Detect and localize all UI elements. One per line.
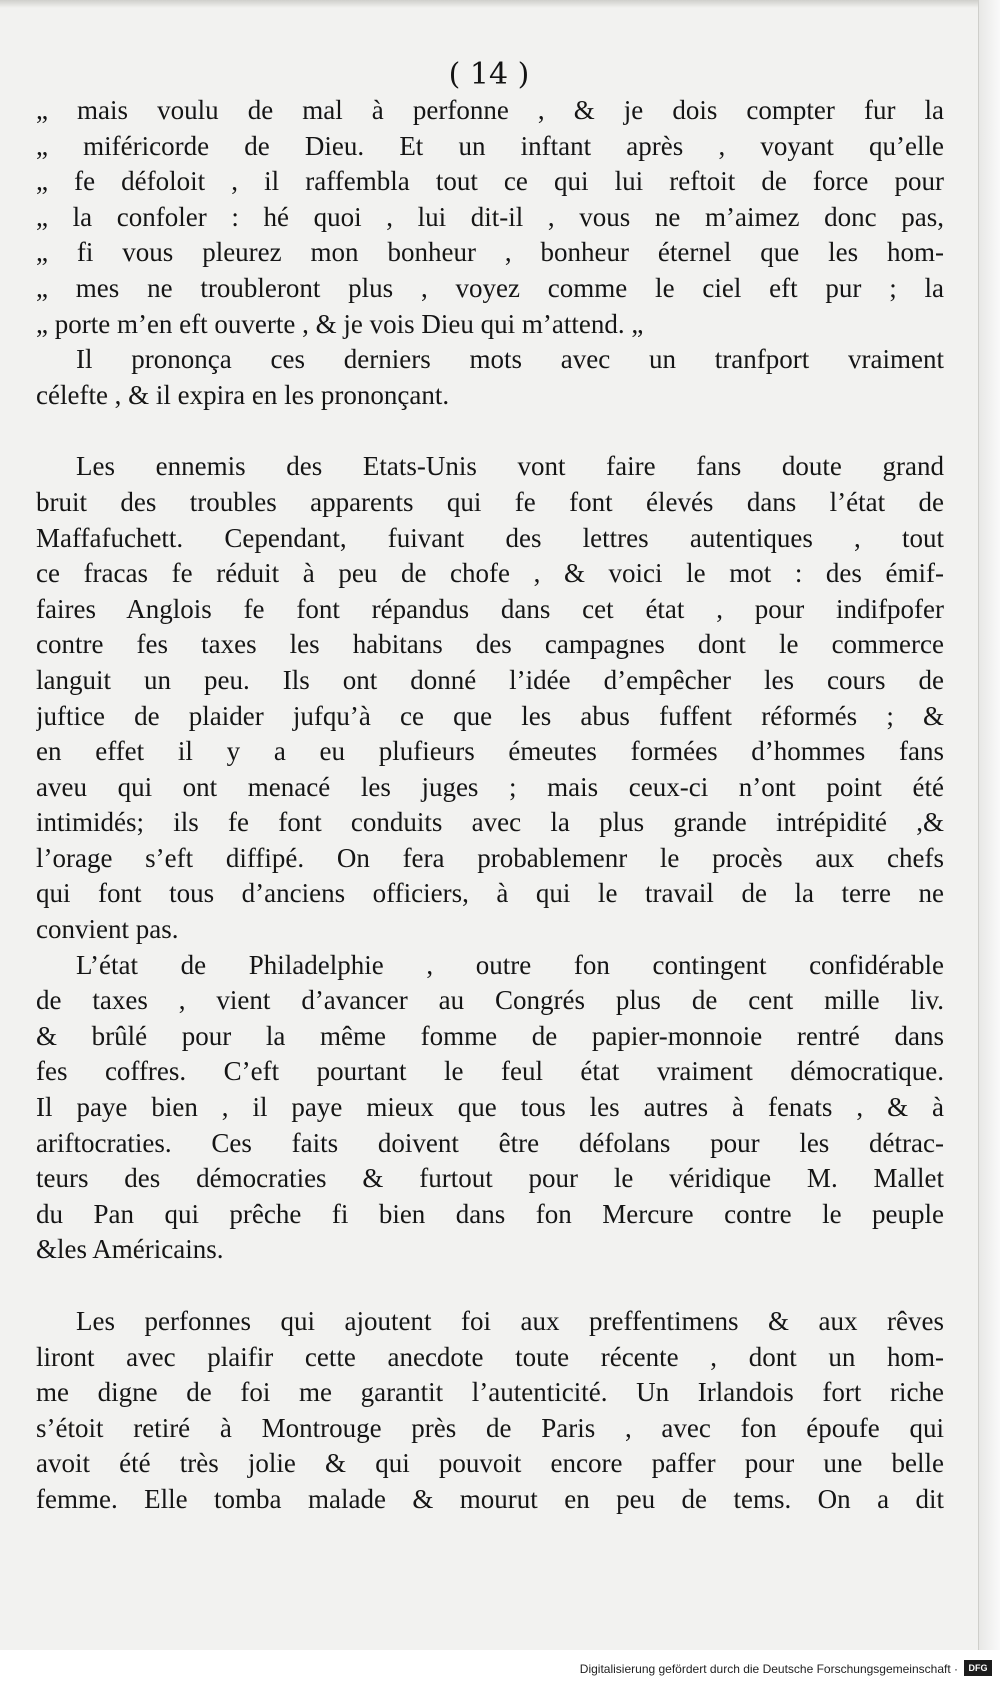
text-line: femme. Elle tomba malade & mourut en peu de tems. On a dit xyxy=(36,1483,944,1514)
dfg-logo: DFG xyxy=(964,1660,992,1676)
footer-credit: Digitalisierung gefördert durch die Deutsche Forschungsgemeinschaft · xyxy=(579,1662,958,1676)
text-line: de taxes , vient d’avancer au Congrés plus de cent mille liv. xyxy=(36,985,944,1016)
page-text xyxy=(36,93,944,1518)
paragraph-4 xyxy=(36,1304,944,1518)
text-line: „ fe défoloit , il raffembla tout ce qui lui reftoit de force pour xyxy=(36,166,944,197)
text-line: „ miféricorde de Dieu. Et un inftant après , voyant qu’elle xyxy=(36,130,944,161)
text-line: contre fes taxes les habitans des campagnes dont le commerce xyxy=(36,629,944,660)
text-line: en effet il y a eu plufieurs émeutes formées d’hommes fans xyxy=(36,736,944,767)
text-line: faires Anglois fe font répandus dans cet état , pour indifpofer xyxy=(36,593,944,624)
text-line: fes coffres. C’eft pourtant le feul état vraiment démocratique. xyxy=(36,1056,944,1087)
text-line: &les Américains. xyxy=(36,1234,224,1265)
text-line: teurs des démocraties & furtout pour le véridique M. Mallet xyxy=(36,1163,944,1194)
paragraph-2 xyxy=(36,449,944,947)
text-line: Il paye bien , il paye mieux que tous les autres à fenats , & à xyxy=(36,1092,944,1123)
footer xyxy=(0,1650,1000,1690)
text-line: juftice de plaider jufqu’à ce que les abus fuffent réformés ; & xyxy=(36,700,944,731)
text-line: qui font tous d’anciens officiers, à qui le travail de la terre ne xyxy=(36,878,944,909)
text-line: liront avec plaifir cette anecdote toute récente , dont un hom- xyxy=(36,1341,944,1372)
text-line: L’état de Philadelphie , outre fon contingent confidérable xyxy=(76,949,944,980)
text-line: „ porte m’en eft ouverte , & je vois Dieu qui m’attend. „ xyxy=(36,308,644,339)
text-line: convient pas. xyxy=(36,914,179,945)
text-line: me digne de foi me garantit l’autenticité. Un Irlandois fort riche xyxy=(36,1377,944,1408)
text-line: „ fi vous pleurez mon bonheur , bonheur éternel que les hom- xyxy=(36,237,944,268)
text-line: avoit été très jolie & qui pouvoit encore paffer pour une belle xyxy=(36,1448,944,1479)
paragraph-3 xyxy=(36,948,944,1268)
text-line: du Pan qui prêche fi bien dans fon Mercure contre le peuple xyxy=(36,1198,944,1229)
page-number: ( 14 ) xyxy=(448,57,530,92)
text-line: Les perfonnes qui ajoutent foi aux preffentimens & aux rêves xyxy=(76,1306,944,1336)
text-line: & brûlé pour la même fomme de papier-monnoie rentré dans xyxy=(36,1020,944,1051)
text-line: „ mais voulu de mal à perfonne , & je dois compter fur la xyxy=(36,95,944,125)
text-line: languit un peu. Ils ont donné l’idée d’empêcher les cours de xyxy=(36,664,944,695)
text-line: bruit des troubles apparents qui fe font élevés dans l’état de xyxy=(36,486,944,517)
text-line: ariftocraties. Ces faits doivent être défolans pour les détrac- xyxy=(36,1127,944,1158)
text-line: Maffafuchett. Cependant, fuivant des lettres autentiques , tout xyxy=(36,522,944,553)
text-line: Il prononça ces derniers mots avec un tranfport vraiment xyxy=(76,344,944,375)
text-line: „ la confoler : hé quoi , lui dit-il , vous ne m’aimez donc pas, xyxy=(36,201,944,232)
text-line: „ mes ne troubleront plus , voyez comme le ciel eft pur ; la xyxy=(36,272,944,303)
page-edge xyxy=(978,0,1000,1650)
text-line: Les ennemis des Etats-Unis vont faire fans doute grand xyxy=(76,451,944,482)
paragraph-1 xyxy=(36,93,944,413)
text-line: aveu qui ont menacé les juges ; mais ceux-ci n’ont point été xyxy=(36,771,944,802)
text-line: intimidés; ils fe font conduits avec la plus grande intrépidité ,& xyxy=(36,807,944,838)
text-line: célefte , & il expira en les prononçant. xyxy=(36,379,450,410)
text-line: s’étoit retiré à Montrouge près de Paris , avec fon époufe qui xyxy=(36,1412,944,1443)
text-line: l’orage s’eft diffipé. On fera probablemenr le procès aux chefs xyxy=(36,842,944,873)
text-line: ce fracas fe réduit à peu de chofe , & voici le mot : des émif- xyxy=(36,558,944,589)
